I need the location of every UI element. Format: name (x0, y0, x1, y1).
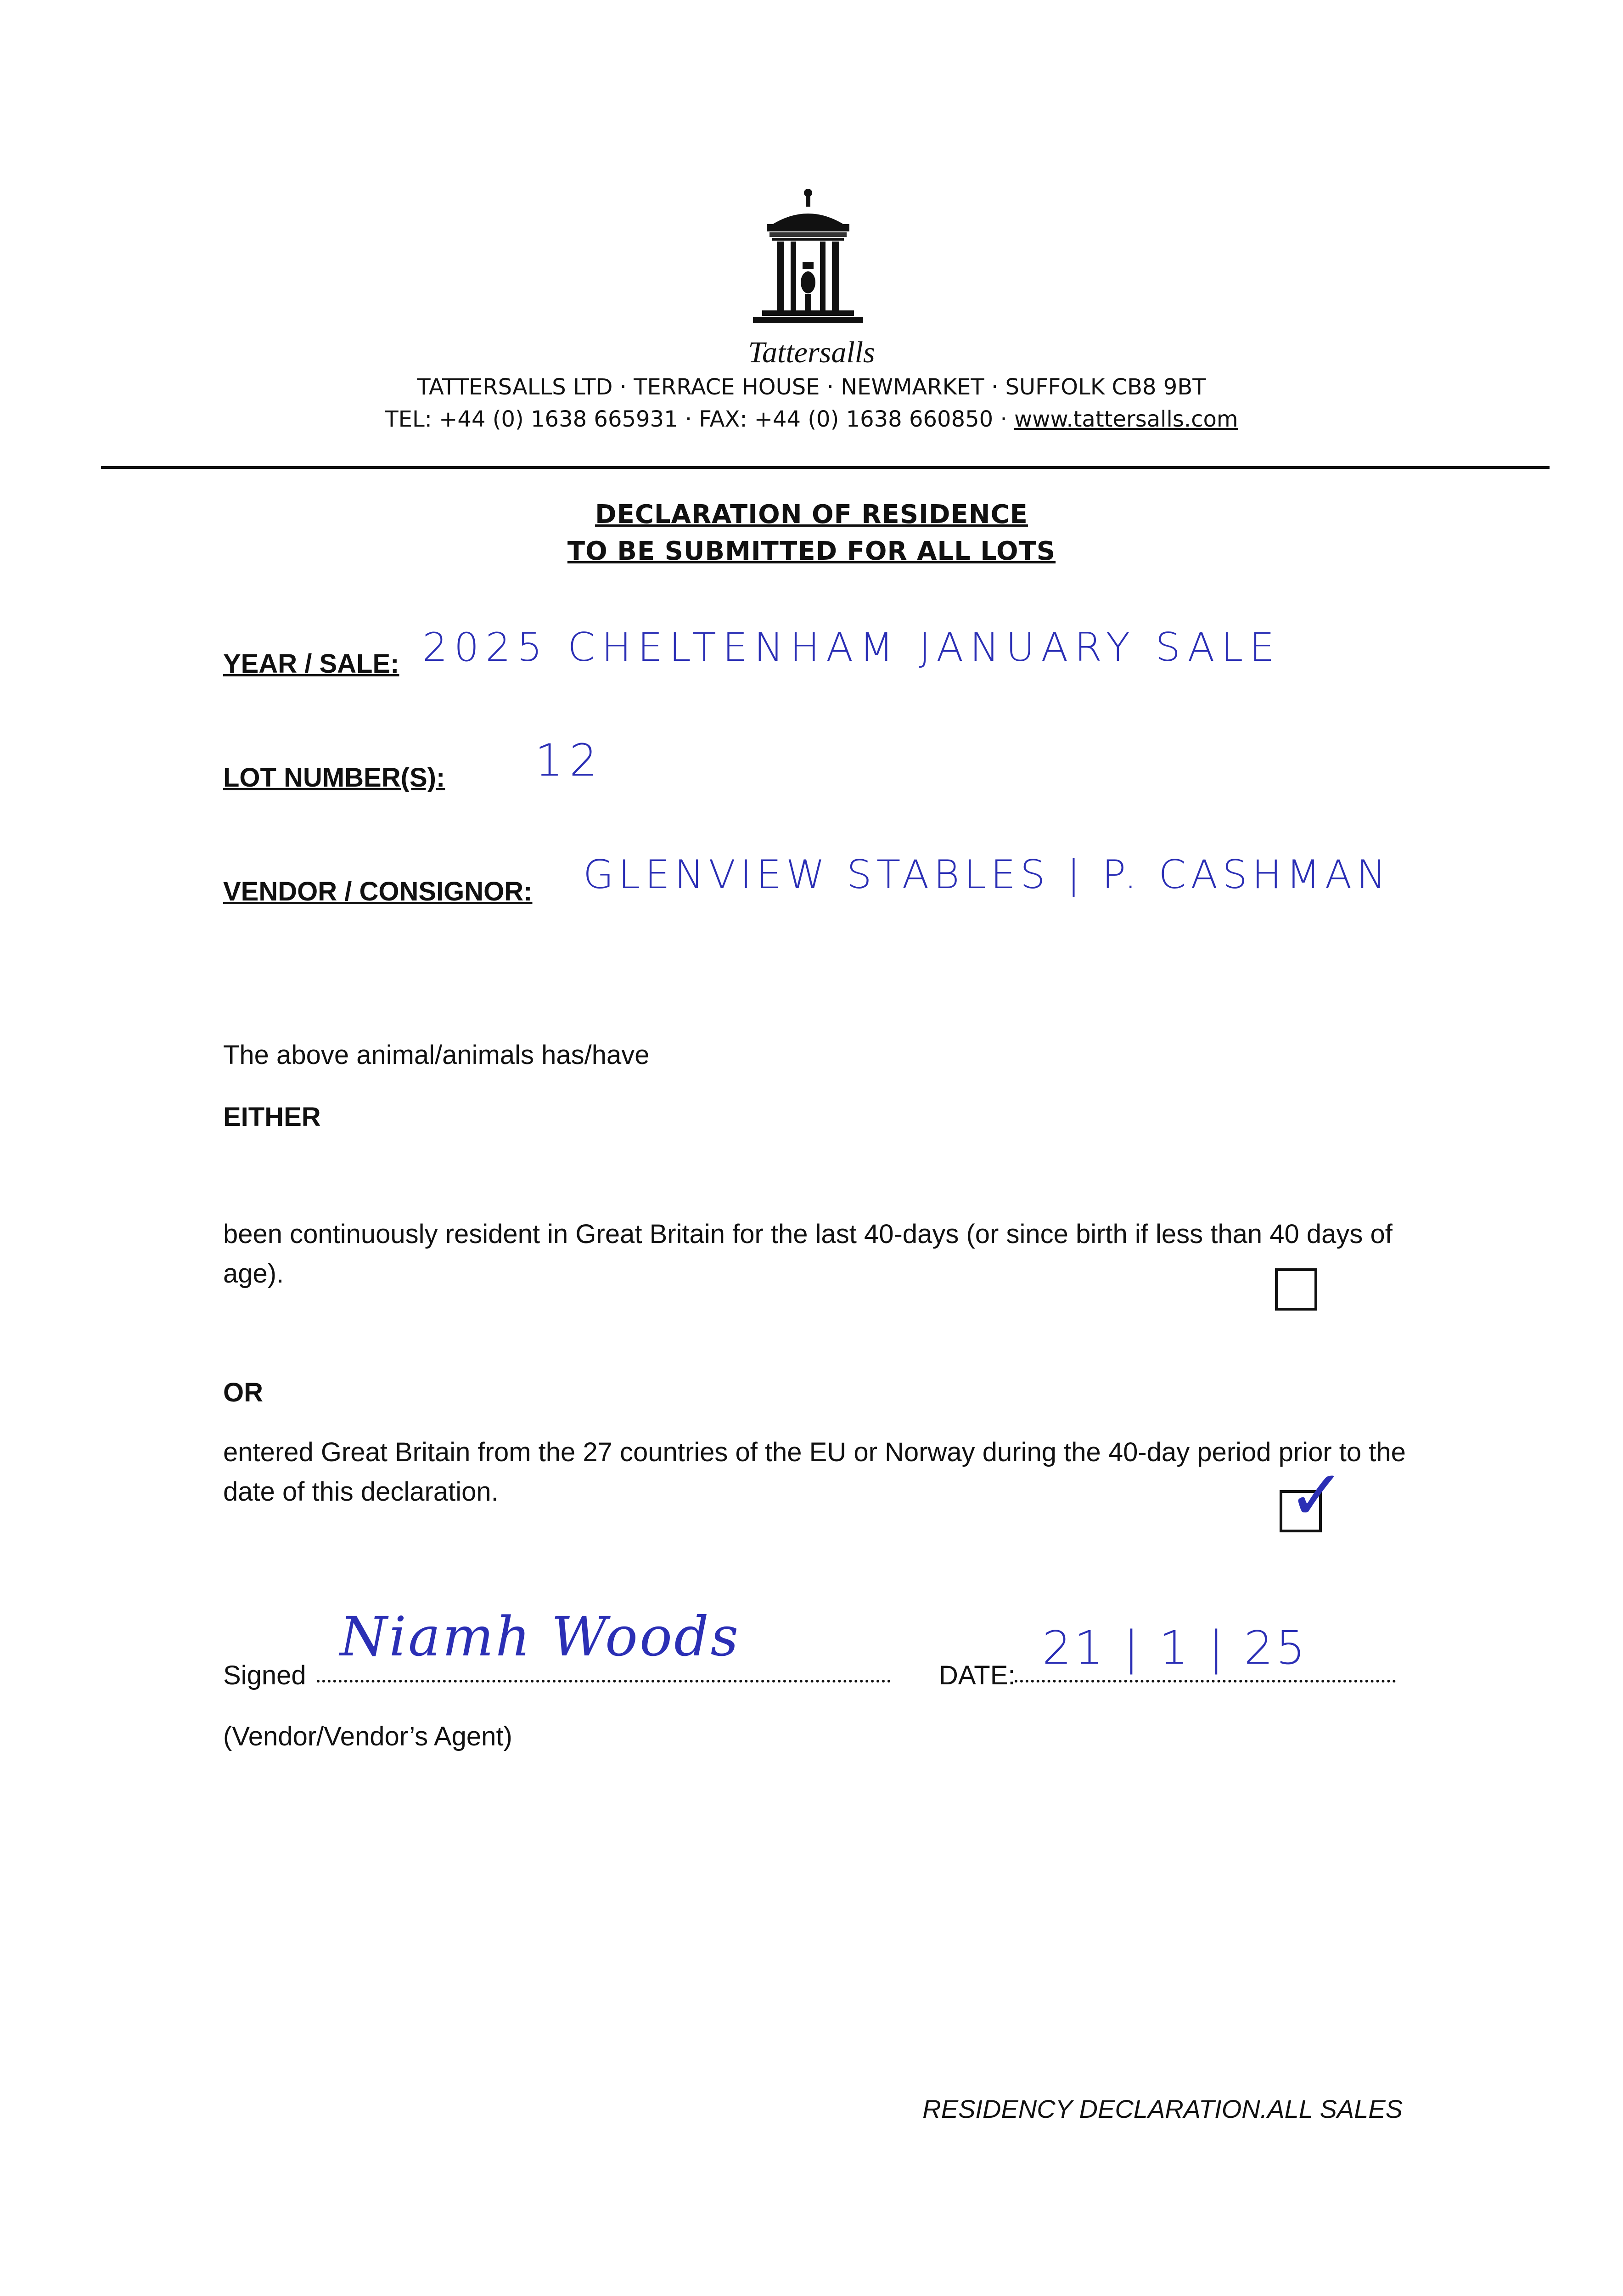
year-sale-value[interactable]: 2025 CHELTENHAM JANUARY SALE (422, 625, 1281, 670)
company-contact-line (0, 406, 1623, 432)
form-title: DECLARATION OF RESIDENCE (595, 500, 1028, 529)
date-value[interactable]: 21 | 1 | 25 (1042, 1621, 1308, 1675)
header-divider (101, 466, 1550, 469)
signature-value[interactable]: Niamh Woods (340, 1605, 741, 1668)
form-subtitle: TO BE SUBMITTED FOR ALL LOTS (567, 536, 1056, 566)
declaration-intro: The above animal/animals has/have (223, 1040, 650, 1070)
signature-line (317, 1675, 891, 1683)
option-1-checkbox[interactable] (1275, 1268, 1317, 1311)
either-heading: EITHER (223, 1102, 321, 1132)
vendor-consignor-value[interactable]: GLENVIEW STABLES | P. CASHMAN (583, 852, 1391, 898)
date-label: DATE: (939, 1660, 1016, 1690)
brand-name: Tattersalls (748, 336, 875, 369)
option-2-text: entered Great Britain from the 27 countries of the EU or Norway during the 40-day period prior to the date of this declaration. (223, 1437, 1406, 1507)
lot-number-label: LOT NUMBER(S): (223, 763, 445, 793)
option-1-text: been continuously resident in Great Britain for the last 40-days (or since birth if less than 40 days of age). (223, 1219, 1393, 1289)
check-mark-icon: ✓ (1288, 1456, 1346, 1536)
signed-label: Signed (223, 1660, 306, 1690)
lot-number-value[interactable]: 12 (535, 735, 604, 786)
tattersalls-logo-image (739, 184, 877, 335)
website-link[interactable]: www.tattersalls.com (1014, 406, 1238, 432)
or-heading: OR (223, 1378, 263, 1407)
date-line (1015, 1675, 1396, 1683)
footer-reference: RESIDENCY DECLARATION.ALL SALES (922, 2094, 1403, 2123)
contact-phone-fax: TEL: +44 (0) 1638 665931 · FAX: +44 (0) 1638 660850 · (385, 406, 1014, 432)
signer-role: (Vendor/Vendor’s Agent) (223, 1722, 512, 1751)
year-sale-label: YEAR / SALE: (223, 649, 399, 679)
company-address: TATTERSALLS LTD · TERRACE HOUSE · NEWMARKET · SUFFOLK CB8 9BT (417, 374, 1206, 400)
vendor-consignor-label: VENDOR / CONSIGNOR: (223, 877, 533, 906)
